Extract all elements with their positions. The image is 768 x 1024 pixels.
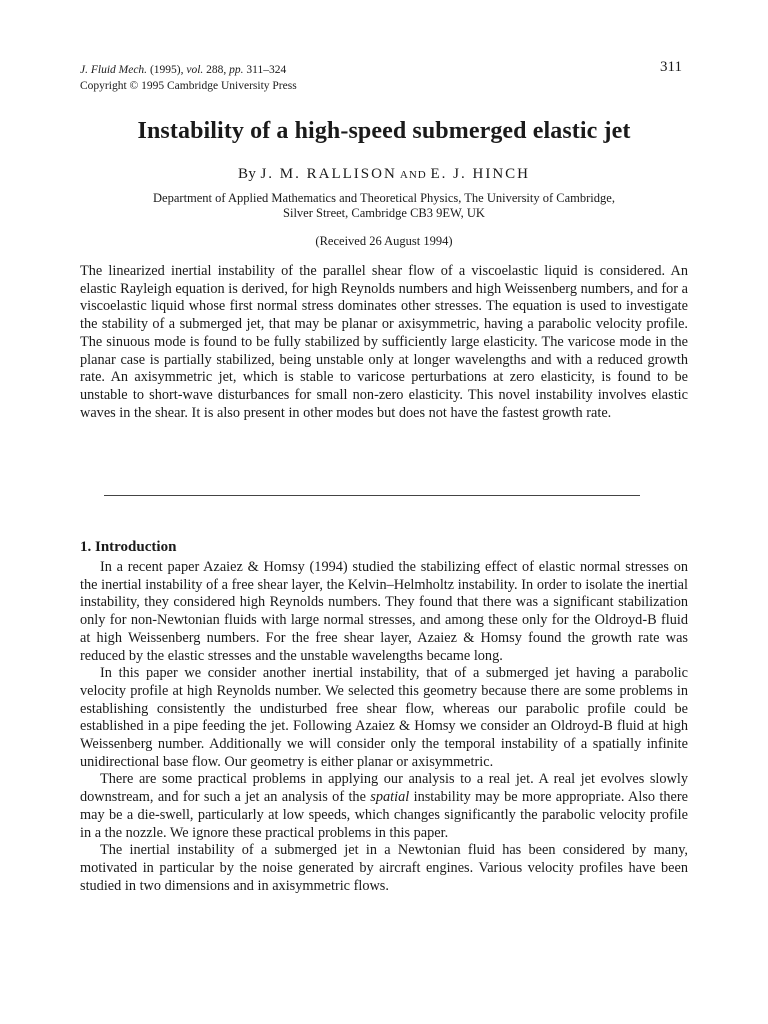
- author-hinch: E. J. HINCH: [430, 166, 531, 182]
- paragraph: [80, 771, 688, 842]
- journal-year: (1995),: [147, 64, 187, 76]
- page-range: 311–324: [243, 64, 287, 76]
- running-header: [80, 62, 297, 94]
- paragraph: In this paper we consider another inertial instability, that of a submerged jet having a parabolic velocity profile at high Reynolds number. We selected this geometry because there are some problems in establishing consistently the undisturbed free shear flow, whereas our parabolic profile could be established in a pipe feeding the jet. Following Azaiez & Homsy we consider an Oldroyd-B fluid at high Weissenberg number. Additionally we will consider only the temporal instability of a spatially infinite unidirectional base flow. Our geometry is either planar or axisymmetric.: [80, 665, 688, 770]
- and-label: AND: [396, 169, 431, 181]
- section-heading-introduction: 1. Introduction: [80, 539, 177, 555]
- by-label: By: [237, 166, 261, 182]
- paper-title: Instability of a high-speed submerged elastic jet: [137, 118, 631, 144]
- emphasis-spatial: spatial: [370, 789, 410, 806]
- paragraph: In a recent paper Azaiez & Homsy (1994) studied the stabilizing effect of elastic normal stresses on the inertial instability of a free shear layer, the Kelvin–Helmholtz instability. In order to isolate the inertial instability, they considered high Reynolds numbers. They found that there was a significant stabilization only for non-Newtonian fluids with large normal stresses, and among these only for the Oldroyd-B fluid at high Weissenberg numbers. For the free shear layer, Azaiez & Homsy found the growth rate was reduced by the elastic stresses and the unstable wavelengths became long.: [80, 559, 688, 664]
- abstract: The linearized inertial instability of the parallel shear flow of a viscoelastic liquid is considered. An elastic Rayleigh equation is derived, for high Reynolds numbers and high Weissenberg numbers, and for a viscoelastic liquid whose first normal stress dominates other stresses. The equation is used to investigate the stability of a submerged jet, that may be planar or axisymmetric, having a parabolic velocity profile. The sinuous mode is found to be fully stabilized by sufficiently large elasticity. The varicose mode in the planar case is partially stabilized, being unstable only at longer wavelengths and with a reduced growth rate. An axisymmetric jet, which is stable to varicose perturbations at zero elasticity, is found to be unstable to short-wave disturbances for small non-zero elasticity. This novel instability involves elastic waves in the shear. It is also present in other modes but does not have the fastest growth rate.: [80, 263, 688, 421]
- paragraph-text: instability may be more appropriate. Also there may be a die-swell, particularly at low speeds, which changes significantly the parabolic velocity profile in a the nozzle. We ignore these practical problems in this paper.: [80, 789, 689, 841]
- pages-label: pp.: [229, 64, 244, 76]
- volume-number: 288,: [203, 64, 230, 76]
- affiliation-line-2: Silver Street, Cambridge CB3 9EW, UK: [283, 206, 485, 220]
- author-rallison: J. M. RALLISON: [260, 166, 397, 182]
- volume-label: vol.: [186, 64, 204, 76]
- section-divider: [104, 495, 640, 496]
- paragraph-text: There are some practical problems in applying our analysis to a real jet. A real jet evolves slowly downstream, and for such a jet an analysis of the: [80, 771, 688, 806]
- affiliation-line-1: Department of Applied Mathematics and Theoretical Physics, The University of Cambridge,: [153, 191, 615, 205]
- copyright-line: Copyright © 1995 Cambridge University Press: [80, 80, 297, 92]
- received-date: (Received 26 August 1994): [315, 234, 453, 248]
- journal-name: J. Fluid Mech.: [80, 64, 148, 76]
- author-line: [0, 166, 768, 183]
- introduction-body: [80, 559, 688, 895]
- affiliation: [0, 191, 768, 221]
- paragraph: The inertial instability of a submerged jet in a Newtonian fluid has been considered by many, motivated in particular by the noise generated by aircraft engines. Various velocity profiles have been studied in two dimensions and in axisymmetric flows.: [80, 842, 688, 894]
- citation-line: [80, 62, 297, 78]
- page-number: 311: [660, 59, 682, 75]
